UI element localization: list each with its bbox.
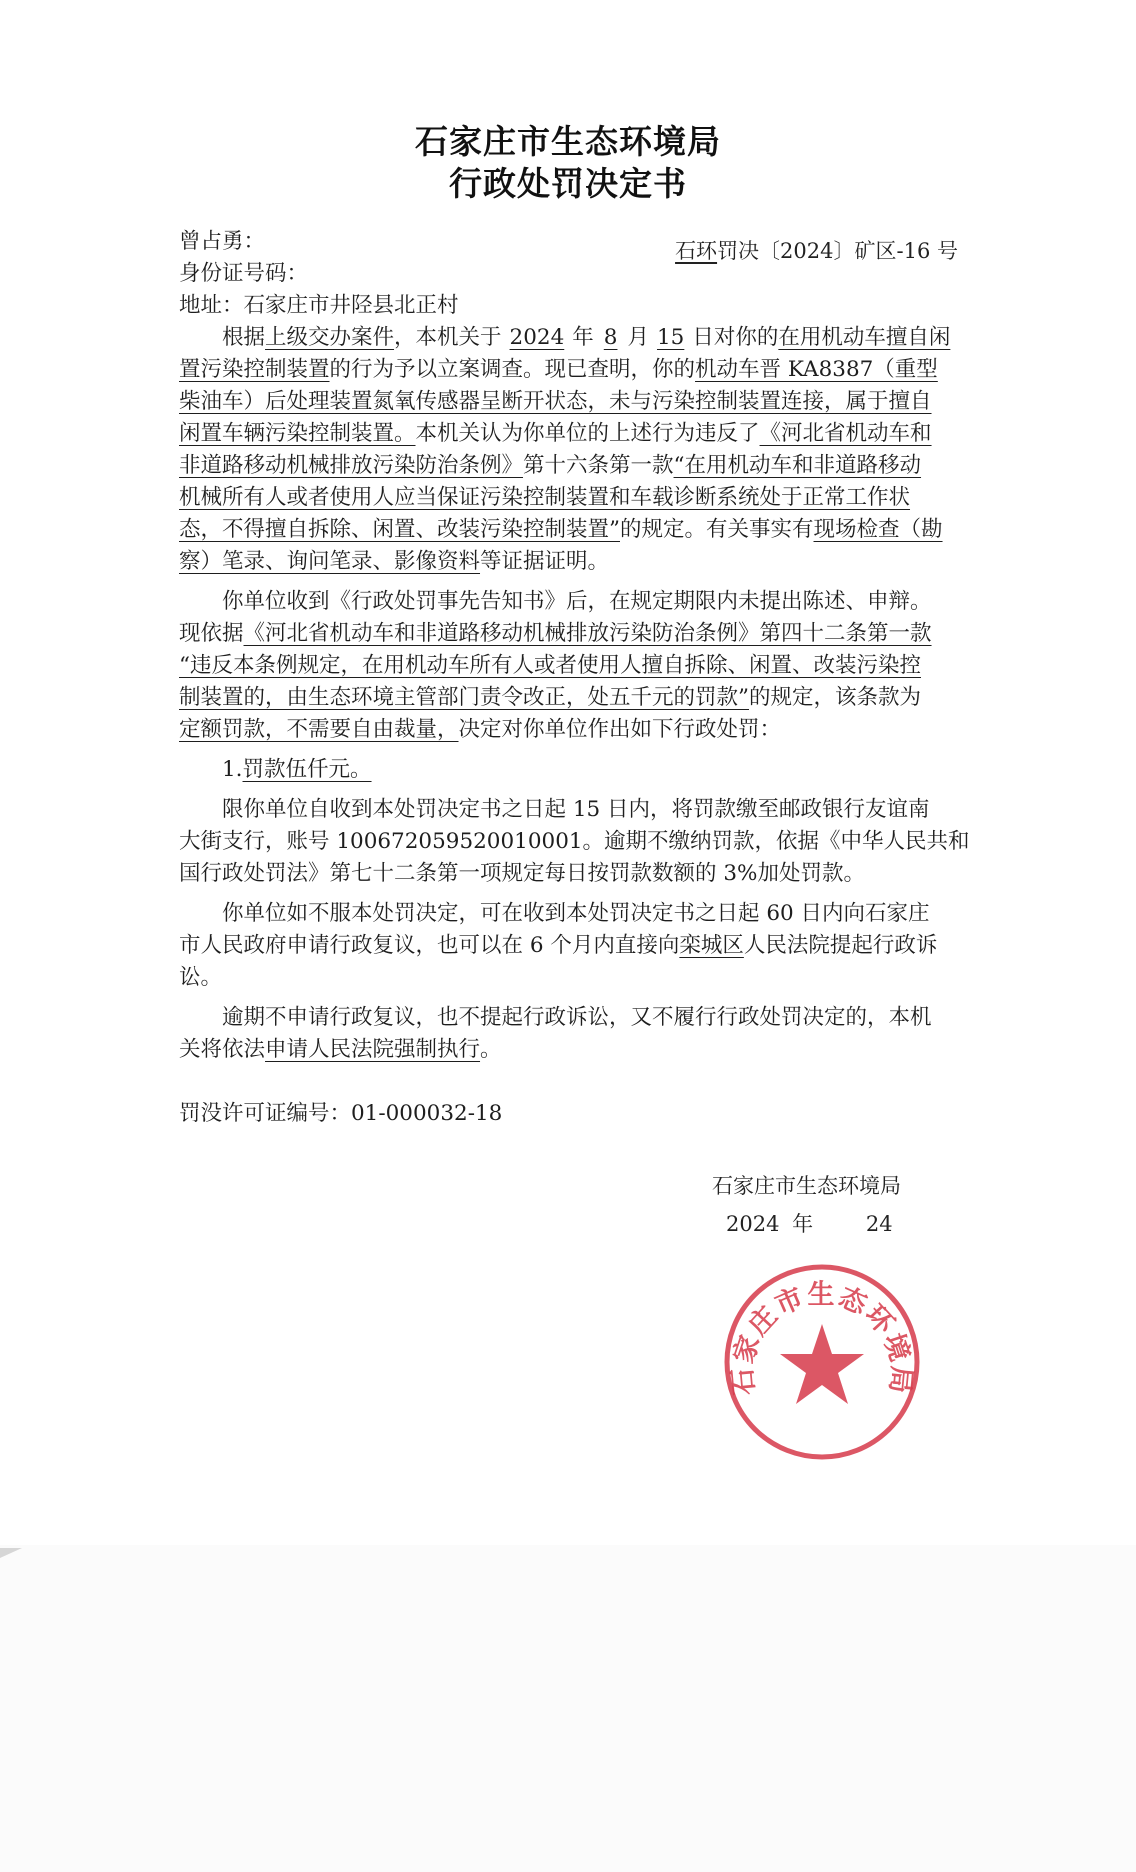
text-run: 市人民政府申请行政复议，也可以在 6 个月内直接向 <box>179 933 680 958</box>
paragraph-5-line-3: 讼。 <box>179 965 223 990</box>
text-run: 的规定，该条款为 <box>749 685 922 710</box>
penalty-basis-quote-cont: 制装置的，由生态环境主管部门责令改正，处五千元的罚款” <box>179 685 749 710</box>
paragraph-1-line-7 <box>179 516 959 544</box>
paragraph-1-line-3 <box>179 388 959 416</box>
paragraph-6-line-1: 逾期不申请行政复议，也不提起行政诉讼，又不履行行政处罚决定的，本机 <box>222 1005 932 1030</box>
paragraph-1-line-8 <box>179 548 959 576</box>
paragraph-1-line-5 <box>179 452 959 480</box>
regulation-quote-end: 态，不得擅自拆除、闲置、改装污染控制装置” <box>179 517 620 542</box>
paragraph-1-line-4 <box>179 420 959 448</box>
penalty-basis-quote: “违反本条例规定，在用机动车所有人或者使用人擅自拆除、闲置、改装污染控 <box>179 653 921 678</box>
scan-margin <box>0 1545 1136 1872</box>
vehicle-plate: 机动车晋 KA8387（重型 <box>695 357 938 382</box>
text-run: 人民法院提起行政诉 <box>743 933 938 958</box>
discretion-note: 定额罚款，不需要自由裁量， <box>179 717 459 742</box>
text-run: 第十六条第一款 <box>523 453 674 478</box>
text-run: 。 <box>480 1037 502 1062</box>
violation-fact-cont: 闲置车辆污染控制装置。 <box>179 421 416 446</box>
doc-number-prefix: 石环 <box>675 239 718 263</box>
text-run: 决定对你单位作出如下行政处罚： <box>458 717 782 742</box>
signature-date <box>726 1208 893 1238</box>
recipient-id: 身份证号码： <box>179 261 309 286</box>
text-run: 日对你的 <box>692 325 779 350</box>
text-run: 等证据证明。 <box>480 549 610 574</box>
recipient-name: 曾占勇： <box>179 229 266 254</box>
document-title-org: 石家庄市生态环境局 <box>415 122 721 161</box>
paragraph-2-line-5 <box>179 716 959 744</box>
text-run: 的规定。有关事实有 <box>620 517 814 542</box>
text-run: 年 <box>572 325 594 350</box>
regulation-quote-cont: 机械所有人或者使用人应当保证污染控制装置和车载诊断系统处于正常工作状 <box>179 485 911 510</box>
paragraph-5-line-2 <box>179 932 959 960</box>
penalty-basis: 《河北省机动车和非道路移动机械排放污染防治条例》第四十二条第一款 <box>243 621 932 646</box>
penalty-item <box>179 756 959 784</box>
text-run: 根据 <box>222 325 266 350</box>
text-run: 现依据 <box>179 621 244 646</box>
violation-fact: 柴油车）后处理装置氮氧传感器呈断开状态，未与污染控制装置连接，属于擅自 <box>179 389 932 414</box>
paragraph-2-line-2 <box>179 620 959 648</box>
signature-org: 石家庄市生态环境局 <box>712 1174 901 1198</box>
license-number: 罚没许可证编号：01-000032-18 <box>179 1101 503 1126</box>
paragraph-6-line-2 <box>179 1036 959 1064</box>
paragraph-4-line-1: 限你单位自收到本处罚决定书之日起 15 日内，将罚款缴至邮政银行友谊南 <box>222 797 930 822</box>
text-run: 的行为予以立案调查。现已查明，你的 <box>329 357 696 382</box>
paragraph-1-line-6 <box>179 484 959 512</box>
case-month: 8 <box>603 325 618 350</box>
violation-type: 在用机动车擅自闲 <box>778 325 951 350</box>
text-run: 本机关认为你单位的上述行为违反了 <box>415 421 760 446</box>
doc-number-rest: 罚决〔2024〕矿区-16 号 <box>717 239 958 263</box>
signature-day: 24 <box>865 1212 893 1236</box>
paragraph-2-line-4 <box>179 684 959 712</box>
paragraph-4-line-3: 国行政处罚法》第七十二条第一项规定每日按罚款数额的 3%加处罚款。 <box>179 861 865 886</box>
enforcement-action: 申请人民法院强制执行 <box>265 1037 481 1062</box>
penalty-amount: 罚款伍仟元。 <box>242 757 372 782</box>
case-year: 2024 <box>509 325 565 350</box>
regulation-quote: “在用机动车和非道路移动 <box>673 453 922 478</box>
scan-page-corner <box>0 1548 22 1558</box>
paragraph-2-line-1: 你单位收到《行政处罚事先告知书》后，在规定期限内未提出陈述、申辩。 <box>222 589 932 614</box>
paragraph-1-line-2 <box>179 356 959 384</box>
signature-year-char: 年 <box>792 1212 814 1236</box>
paragraph-4-line-2: 大街支行，账号 100672059520010001。逾期不缴纳罚款，依据《中华人民共和 <box>179 829 970 854</box>
recipient-address: 地址：石家庄市井陉县北正村 <box>179 293 459 318</box>
document-title: 行政处罚决定书 <box>449 164 687 203</box>
regulation-name-cont: 非道路移动机械排放污染防治条例》 <box>179 453 524 478</box>
evidence-list-cont: 察）笔录、询问笔录、影像资料 <box>179 549 481 574</box>
regulation-name: 《河北省机动车和 <box>759 421 932 446</box>
seal-text: 石家庄市生态环境局 <box>727 1279 917 1397</box>
case-source: 上级交办案件 <box>265 325 395 350</box>
case-day: 15 <box>656 325 685 350</box>
violation-type-cont: 置污染控制装置 <box>179 357 330 382</box>
paragraph-1-line-1 <box>179 324 959 352</box>
paragraph-5-line-1: 你单位如不服本处罚决定，可在收到本处罚决定书之日起 60 日内向石家庄 <box>222 901 930 926</box>
court-district: 栾城区 <box>679 933 744 958</box>
paragraph-2-line-3 <box>179 652 959 680</box>
signature-year: 2024 <box>726 1212 780 1236</box>
penalty-item-number: 1. <box>222 757 243 782</box>
text-run: ，本机关于 <box>394 325 502 350</box>
text-run: 月 <box>627 325 649 350</box>
text-run: 关将依法 <box>179 1037 266 1062</box>
official-seal-icon <box>722 1262 922 1462</box>
evidence-list: 现场检查（勘 <box>813 517 943 542</box>
